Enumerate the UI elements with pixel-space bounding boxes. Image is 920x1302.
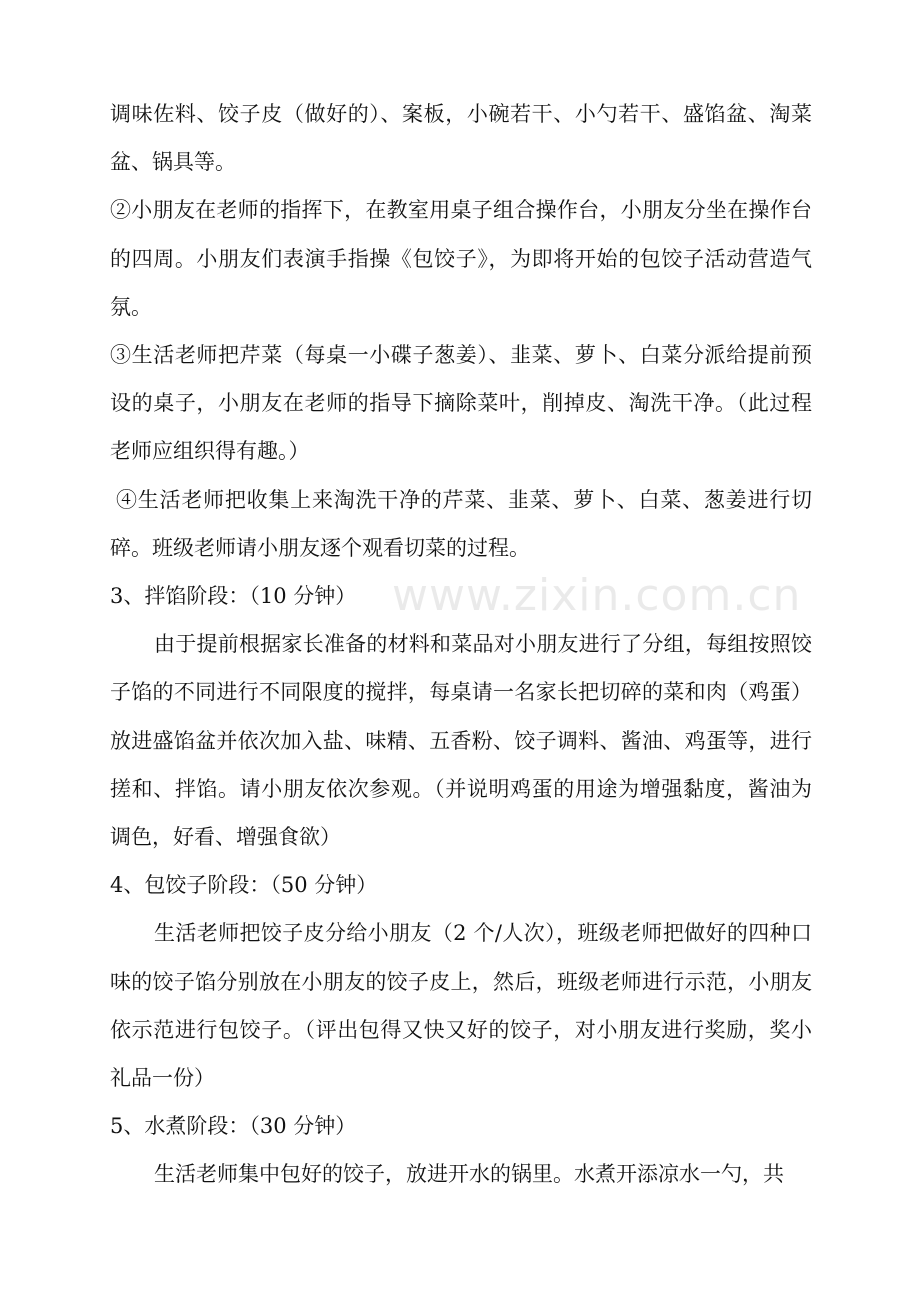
paragraph-materials-list: 调味佐料、饺子皮（做好的）、案板，小碗若干、小勺若干、盛馅盆、淘菜盆、锅具等。 (110, 102, 812, 175)
section-heading-boiling: 5、水煮阶段：（30 分钟） (110, 1114, 357, 1139)
watermark: www.zixin.com.cn (392, 570, 802, 621)
section-heading-wrapping: 4、包饺子阶段：（50 分钟） (110, 873, 378, 898)
section-heading-mixing: 3、拌馅阶段：（10 分钟） (110, 584, 357, 609)
paragraph-wrapping: 生活老师把饺子皮分给小朋友（2 个/人次），班级老师把做好的四种口味的饺子馅分别放在小朋友的饺子皮上，然后，班级老师进行示范，小朋友依示范进行包饺子。（评出包得又快又好的饺子，对小朋友进行奖励，奖小礼品一份） (110, 921, 812, 1091)
paragraph-step-2: ②小朋友在老师的指挥下，在教室用桌子组合操作台，小朋友分坐在操作台的四周。小朋友们表演手指操《包饺子》，为即将开始的包饺子活动营造气氛。 (110, 198, 812, 319)
document-body (110, 90, 812, 1199)
paragraph-step-4: ④生活老师把收集上来淘洗干净的芹菜、韭菜、萝卜、白菜、葱姜进行切碎。班级老师请小朋友逐个观看切菜的过程。 (110, 487, 812, 560)
paragraph-boiling: 生活老师集中包好的饺子，放进开水的锅里。水煮开添凉水一勺，共 (154, 1162, 784, 1187)
paragraph-step-3: ③生活老师把芹菜（每桌一小碟子葱姜）、韭菜、萝卜、白菜分派给提前预设的桌子，小朋友在老师的指导下摘除菜叶，削掉皮、淘洗干净。（此过程老师应组织得有趣。） (110, 343, 812, 464)
paragraph-mixing: 由于提前根据家长准备的材料和菜品对小朋友进行了分组，每组按照饺子馅的不同进行不同限度的搅拌，每桌请一名家长把切碎的菜和肉（鸡蛋）放进盛馅盆并依次加入盐、味精、五香粉、饺子调料、酱油、鸡蛋等，进行搓和、拌馅。请小朋友依次参观。（并说明鸡蛋的用途为增强黏度，酱油为调色，好看、增强食欲） (110, 632, 812, 850)
